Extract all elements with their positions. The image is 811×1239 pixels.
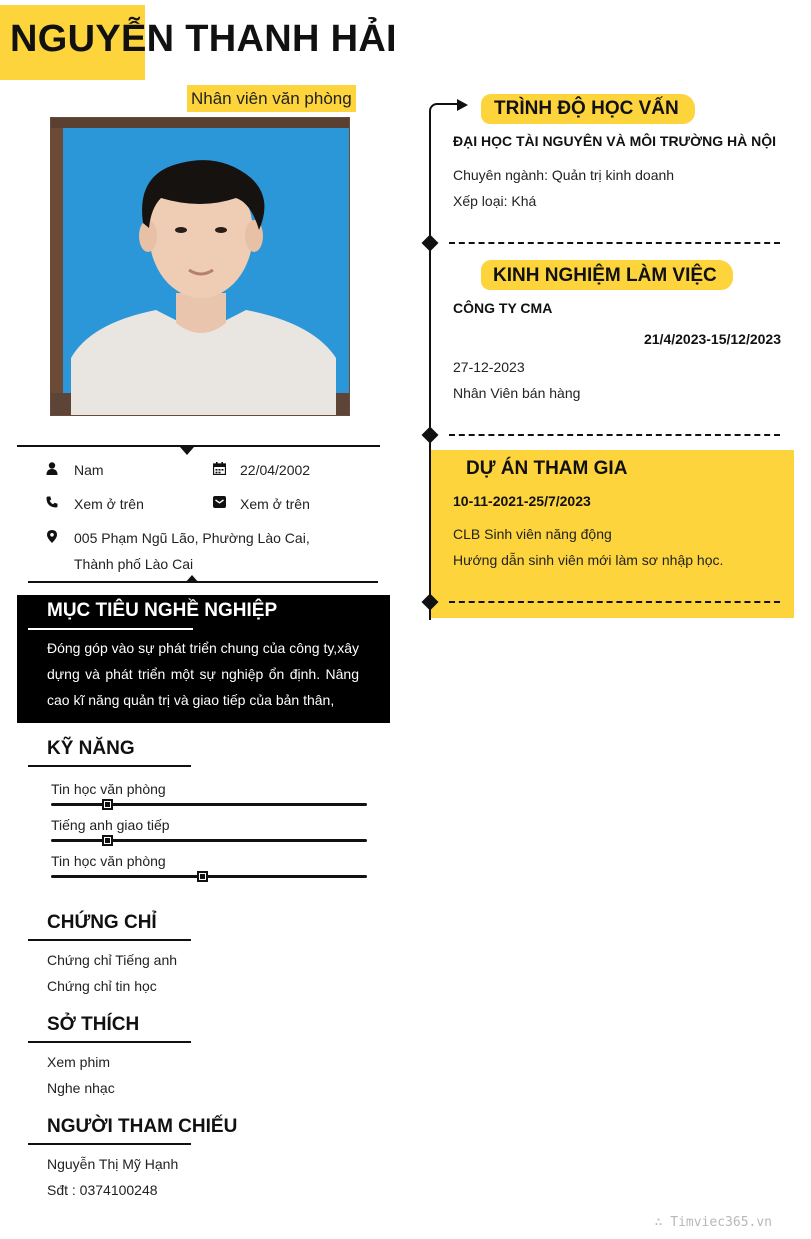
experience-role: Nhân Viên bán hàng [453,385,581,401]
hobbies-title: SỞ THÍCH [47,1014,140,1035]
reference-name: Nguyễn Thị Mỹ Hạnh [47,1156,179,1172]
experience-date: 27-12-2023 [453,359,525,375]
skills-title: KỸ NĂNG [47,738,135,759]
location-icon [45,529,59,543]
skill-knob [197,871,208,882]
projects-period: 10-11-2021-25/7/2023 [453,493,591,509]
certificate-item: Chứng chỉ Tiếng anh [47,952,178,968]
education-school: ĐẠI HỌC TÀI NGUYÊN VÀ MÔI TRƯỜNG HÀ NỘI [453,133,777,149]
email-value: Xem ở trên [240,496,310,512]
hobbies-title-underline [28,1041,191,1043]
contact-divider-top [17,445,380,447]
objective-title: MỤC TIÊU NGHỀ NGHIỆP [47,600,278,621]
email-icon [212,495,226,509]
objective-text: Đóng góp vào sự phát triển chung của công ty,xây dựng và phát triển một sự nghiệp ổn định. Nâng cao kĩ năng quản trị và giao tiếp của bản thân, [47,640,359,708]
divider-arrow-down [180,447,194,455]
education-grade: Xếp loại: Khá [453,193,537,209]
certificates-title-underline [28,939,191,941]
timeline-diamond [422,427,439,444]
timeline-diamond [422,235,439,252]
projects-title: DỰ ÁN THAM GIA [466,458,628,479]
timeline-arrow-head [457,99,468,111]
skill-knob [102,799,113,810]
skill-track [51,875,367,878]
logo-icon: ∴ [654,1215,671,1230]
contact-divider-bottom [28,581,378,583]
profile-photo [50,117,350,416]
skill-knob [102,835,113,846]
skill-label: Tiếng anh giao tiếp [51,817,170,833]
section-divider-dashed [449,434,780,436]
section-divider-dashed [449,242,780,244]
certificate-item: Chứng chỉ tin học [47,978,157,994]
education-title: TRÌNH ĐỘ HỌC VẤN [494,98,679,119]
skill-track [51,803,367,806]
full-name: NGUYỄN THANH HẢI [10,18,397,60]
footer-brand-text: Timviec365.vn [670,1215,772,1230]
reference-phone: Sđt : 0374100248 [47,1182,158,1198]
footer-brand [655,1215,772,1230]
skill-label: Tin học văn phòng [51,853,166,869]
section-divider-dashed [449,601,780,603]
skills-title-underline [28,765,191,767]
experience-title: KINH NGHIỆM LÀM VIỆC [493,265,717,286]
references-title: NGƯỜI THAM CHIẾU [47,1116,238,1137]
calendar-icon [212,461,226,475]
certificates-title: CHỨNG CHỈ [47,912,157,933]
skill-track [51,839,367,842]
timeline-line [429,120,431,620]
projects-desc: Hướng dẫn sinh viên mới làm sơ nhập học. [453,552,724,568]
experience-company: CÔNG TY CMA [453,300,553,316]
timeline-arrow [429,103,459,121]
objective-title-underline [28,628,193,630]
user-icon [45,461,59,475]
experience-period: 21/4/2023-15/12/2023 [643,331,781,347]
phone-value: Xem ở trên [74,496,144,512]
hobby-item: Xem phim [47,1054,111,1070]
skill-label: Tin học văn phòng [51,781,166,797]
birthday-value: 22/04/2002 [240,462,311,478]
references-title-underline [28,1143,191,1145]
phone-icon [45,495,59,509]
address-line-1: 005 Phạm Ngũ Lão, Phường Lào Cai, [74,530,310,546]
hobby-item: Nghe nhạc [47,1080,115,1096]
portrait-illustration [51,118,350,416]
gender-value: Nam [74,462,104,478]
job-position: Nhân viên văn phòng [187,85,356,112]
education-major: Chuyên ngành: Quản trị kinh doanh [453,167,675,183]
address-line-2: Thành phố Lào Cai [74,556,194,572]
projects-org: CLB Sinh viên năng động [453,526,612,542]
